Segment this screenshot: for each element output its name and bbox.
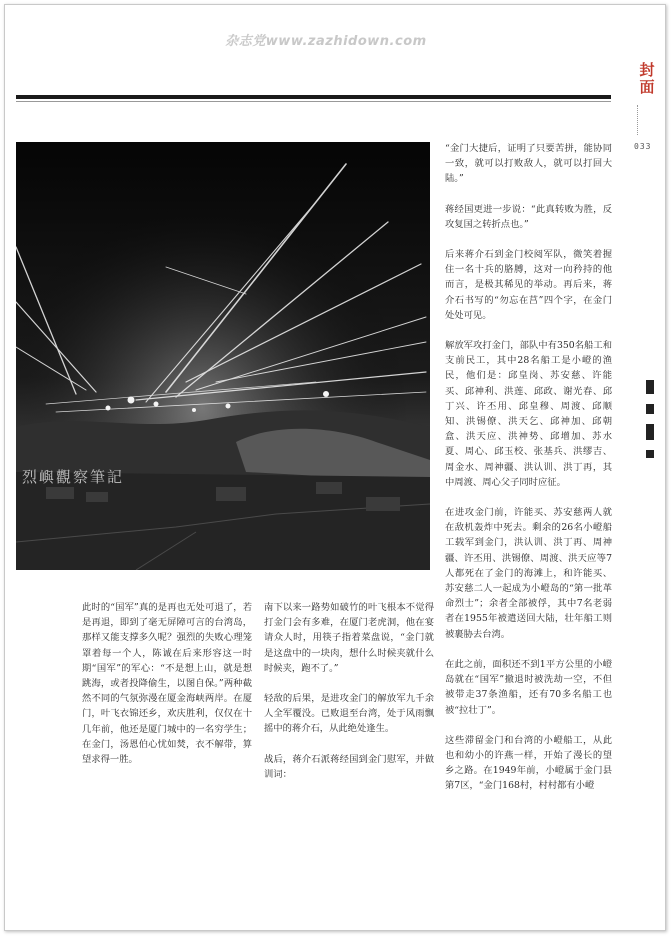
cover-photo xyxy=(16,142,430,570)
article-column-left xyxy=(82,600,252,774)
paragraph: 解放军攻打金门，部队中有350名船工和支前民工，其中28名船工是小嶝的渔民，他们是：邱皇岗、苏安慈、许能买、邱神利、洪莲、邱政、谢光春、邱丁兴、许丕用、邱皇穆、周渡、邱顺知、洪锡僚、洪天乞、邱神加、邱朝盒、洪天应、洪神势、邱增加、苏水夏、周心、邱玉校、张基兵、洪缪吉、周金水、周神疆、洪认训、洪丁再，其中周渡、周心父子同时应征。 xyxy=(445,340,612,488)
paragraph: 在此之前，面积还不到1平方公里的小嶝岛就在“国军”撤退时被洗劫一空，不但被带走37条渔船，还有70多名船工也被“拉壮丁”。 xyxy=(445,658,612,716)
paragraph: 在进攻金门前，许能买、苏安慈两人就在敌机轰炸中死去。剩余的26名小嶝船工载军到金门，洪认训、洪丁再、周神疆、许丕用、洪锡僚、周渡、洪天应等7人都死在了金门的海滩上，和许能买、苏安慈二人一起成为小嶝岛的“第一批革命烈士”；余者全部被俘，其中7名老弱者在1955年被遣送回大陆，壮年船工则被裹胁去台湾。 xyxy=(445,507,612,640)
section-label: 封面 xyxy=(639,61,655,96)
paragraph: 此时的“国军”真的是再也无处可退了，若是再退，即到了毫无屏障可言的台湾岛，那样又能支撑多久呢？强烈的失败心理笼罩着每一个人，陈诚在后来形容这一时期“国军”的军心：“不是想上山，就是想跳海，或者投降偷生，以图自保。”两种截然不同的气氛弥漫在厦金海峡两岸。在厦门，叶飞衣锦还乡，欢庆胜利，仅仅在十几年前，他还是厦门城中的一名穷学生；在金门，汤恩伯心忧如焚，衣不解带，算望求得一胜。 xyxy=(82,602,252,766)
site-watermark: 杂志党www.zazhidown.com xyxy=(225,34,427,49)
page-number: 033 xyxy=(634,142,652,151)
paragraph: “金门大捷后，证明了只要苦拼，能协同一致，就可以打败敌人，就可以打回大陆。” xyxy=(445,143,612,185)
night-battle-photo xyxy=(16,142,430,570)
article-column-right xyxy=(445,141,612,801)
photo-watermark: 烈嶼觀察筆記 xyxy=(22,468,125,486)
header-rule xyxy=(16,95,611,99)
edge-tab-marks xyxy=(646,380,660,468)
paragraph: 战后，蒋介石派蒋经国到金门慰军，并做训词： xyxy=(264,753,434,780)
paragraph: 这些滞留金门和台湾的小嶝船工，从此也和幼小的许燕一样，开始了漫长的望乡之路。在1949年前，小嶝属于金门县第7区，“金门168村，村村都有小嶝 xyxy=(445,734,612,792)
paragraph: 南下以来一路势如破竹的叶飞根本不觉得打金门会有多难，在厦门老虎洞，他在宴请众人时，用筷子指着菜盘说，“金门就是这盘中的一块肉，想什么时候夹就什么时候夹，跑不了。” xyxy=(264,602,434,674)
article-column-middle xyxy=(264,600,434,789)
paragraph: 后来蒋介石到金门校阅军队，微笑着握住一名十兵的胳膊，这对一向矜持的他而言，是极其稀见的举动。再后来，蒋介石书写的“勿忘在莒”四个字，在金门处处可见。 xyxy=(445,249,612,321)
paragraph: 轻敌的后果，是进攻金门的解放军九千余人全军覆没。已败退至台湾，处于风雨飘摇中的蒋介石，从此绝处逢生。 xyxy=(264,693,434,735)
paragraph: 蒋经国更进一步说：“此真转败为胜，反攻复国之转折点也。” xyxy=(445,203,612,230)
header-rule-thin xyxy=(16,101,611,102)
side-dotted-rule xyxy=(637,105,656,135)
